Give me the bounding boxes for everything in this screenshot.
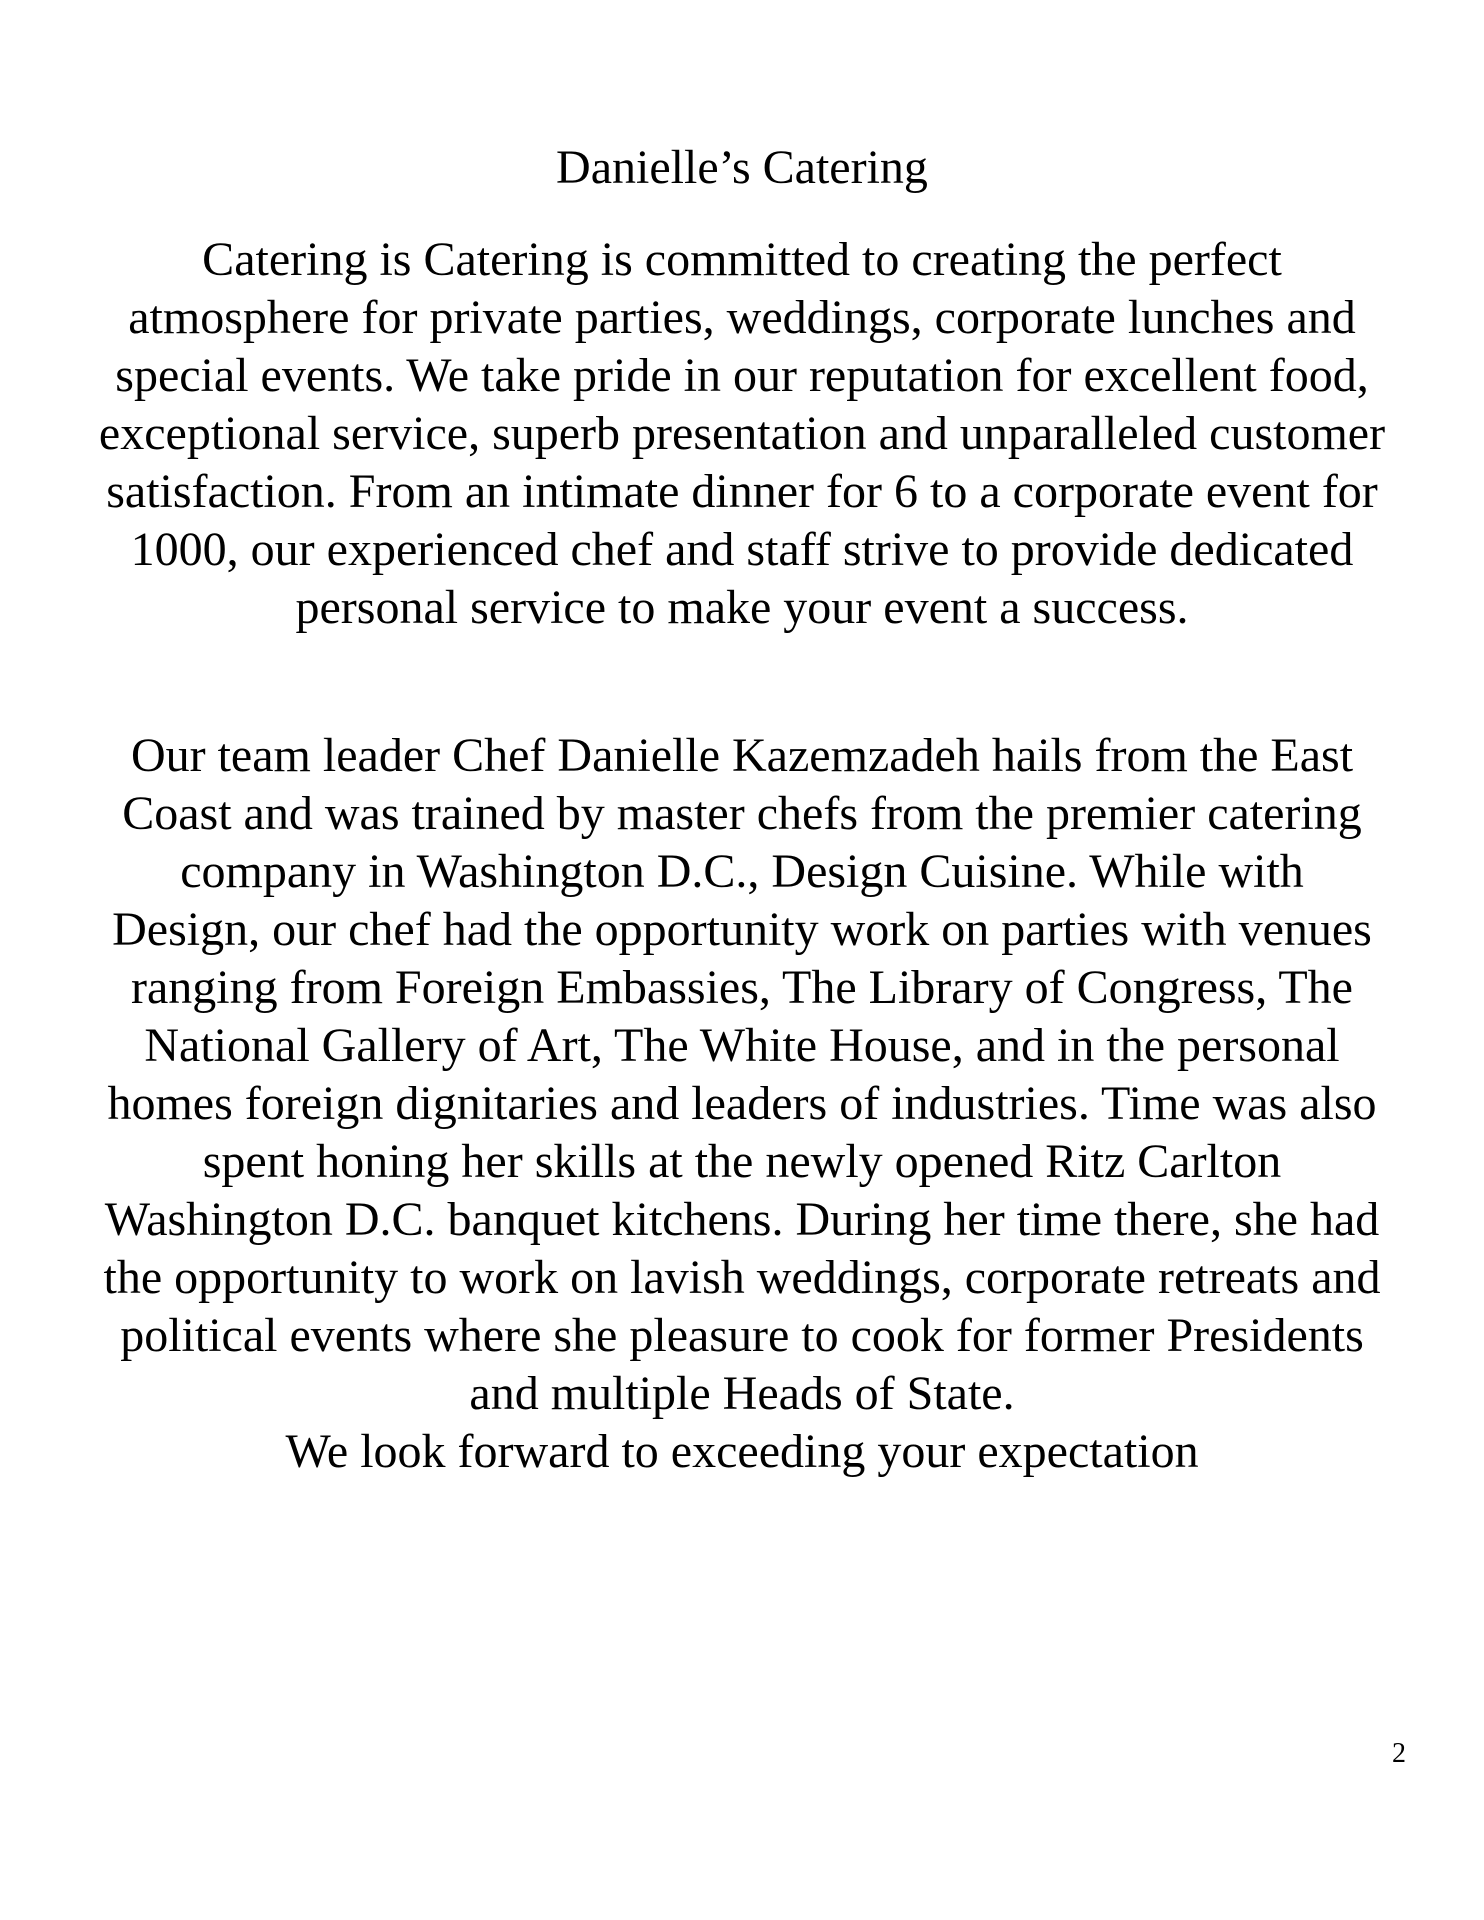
intro-line: satisfaction. From an intimate dinner for 6 to a corporate event for [106, 465, 1378, 518]
bio-line: Our team leader Chef Danielle Kazemzadeh hails from the East [130, 729, 1354, 782]
bio-line: and multiple Heads of State. [469, 1367, 1015, 1420]
bio-line: company in Washington D.C., Design Cuisine. While with [180, 845, 1304, 898]
intro-line: personal service to make your event a success. [295, 581, 1189, 634]
page-number: 2 [1392, 1738, 1406, 1769]
bio-line: homes foreign dignitaries and leaders of industries. Time was also [107, 1077, 1377, 1130]
intro-paragraph [0, 231, 1484, 637]
intro-line: 1000, our experienced chef and staff strive to provide dedicated [130, 523, 1354, 576]
bio-line: Coast and was trained by master chefs from the premier catering [122, 787, 1362, 840]
page-title: Danielle’s Catering [556, 141, 928, 194]
bio-line: Washington D.C. banquet kitchens. During her time there, she had [104, 1193, 1380, 1246]
intro-line: Catering is Catering is committed to creating the perfect [202, 233, 1282, 286]
bio-line: spent honing her skills at the newly opened Ritz Carlton [202, 1135, 1282, 1188]
bio-line: National Gallery of Art, The White House, and in the personal [144, 1019, 1340, 1072]
bio-line: political events where she pleasure to cook for former Presidents [120, 1309, 1364, 1362]
chef-bio-paragraph [0, 727, 1484, 1481]
closing-line: We look forward to exceeding your expectation [285, 1425, 1199, 1478]
bio-line: Design, our chef had the opportunity work on parties with venues [112, 903, 1372, 956]
intro-line: exceptional service, superb presentation and unparalleled customer [98, 407, 1386, 460]
bio-line: ranging from Foreign Embassies, The Library of Congress, The [131, 961, 1353, 1014]
intro-line: special events. We take pride in our reputation for excellent food, [115, 349, 1369, 402]
intro-line: atmosphere for private parties, weddings, corporate lunches and [128, 291, 1356, 344]
bio-line: the opportunity to work on lavish weddings, corporate retreats and [103, 1251, 1381, 1304]
